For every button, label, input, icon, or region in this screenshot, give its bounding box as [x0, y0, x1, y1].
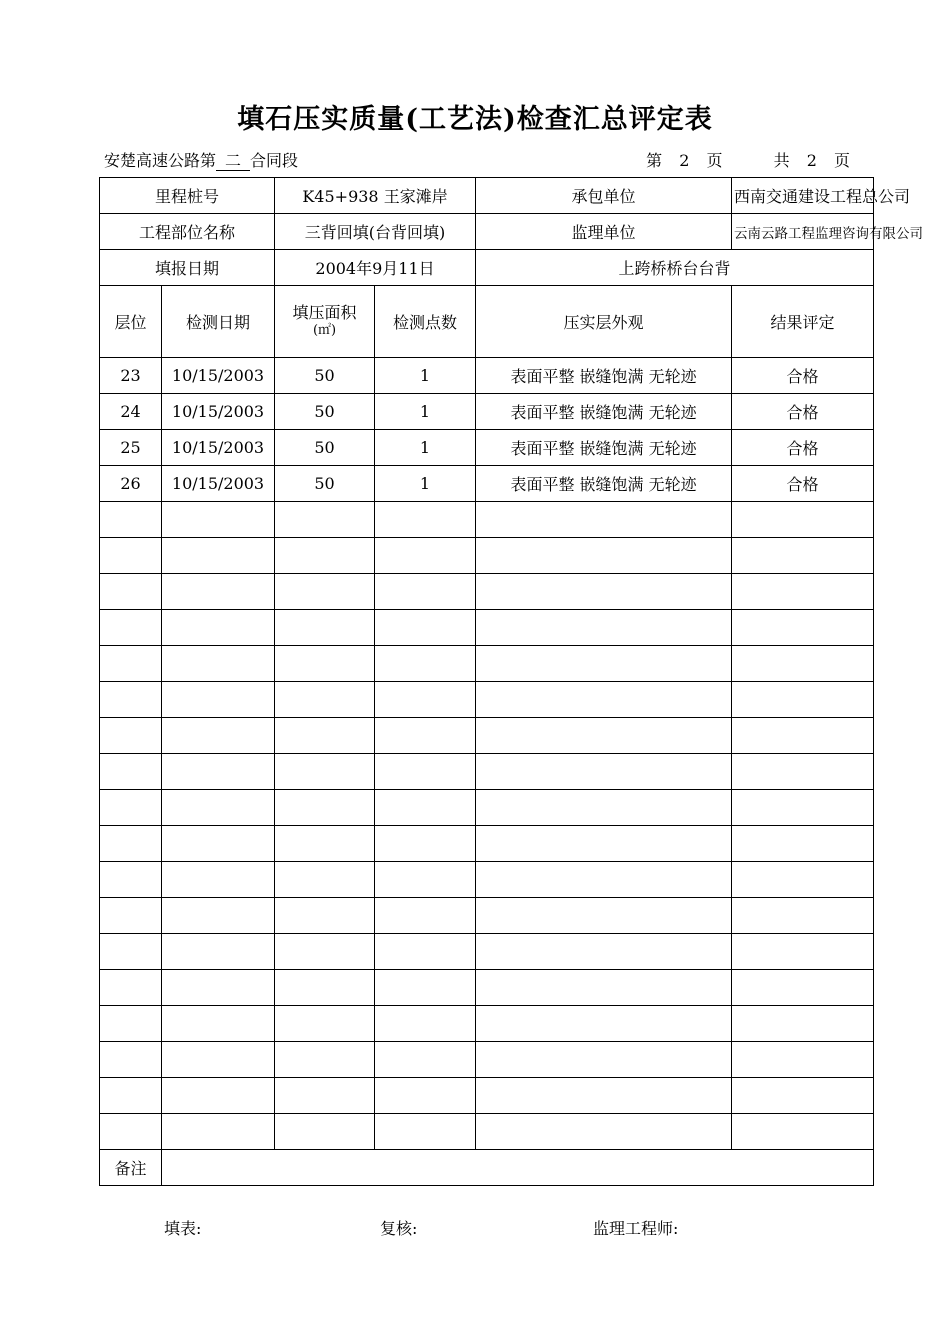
empty-cell: [375, 862, 476, 898]
empty-cell: [162, 790, 275, 826]
page-indicator: [636, 148, 850, 171]
cell-appearance: 表面平整 嵌缝饱满 无轮迹: [476, 394, 732, 430]
project-suffix: 合同段: [250, 151, 299, 170]
empty-row: [100, 718, 874, 754]
empty-cell: [100, 862, 162, 898]
empty-cell: [375, 1042, 476, 1078]
empty-cell: [275, 682, 375, 718]
empty-cell: [275, 898, 375, 934]
empty-cell: [732, 574, 874, 610]
empty-cell: [275, 1006, 375, 1042]
info-row-station: [100, 178, 874, 214]
empty-cell: [100, 898, 162, 934]
remarks-value: [162, 1150, 874, 1186]
col-points: 检测点数: [375, 286, 476, 358]
header-line: [104, 148, 874, 172]
cell-layer: 25: [100, 430, 162, 466]
empty-cell: [476, 718, 732, 754]
cell-result: 合格: [732, 394, 874, 430]
total-label-1: 共: [773, 151, 790, 170]
empty-cell: [375, 682, 476, 718]
cell-area: 50: [275, 466, 375, 502]
empty-cell: [162, 826, 275, 862]
empty-cell: [100, 502, 162, 538]
empty-cell: [732, 934, 874, 970]
empty-cell: [375, 934, 476, 970]
cell-appearance: 表面平整 嵌缝饱满 无轮迹: [476, 430, 732, 466]
remarks-row: [100, 1150, 874, 1186]
column-header-row: [100, 286, 874, 358]
empty-cell: [375, 898, 476, 934]
empty-cell: [162, 646, 275, 682]
empty-cell: [476, 610, 732, 646]
empty-cell: [732, 718, 874, 754]
date-value: 2004年9月11日: [275, 250, 476, 286]
cell-points: 1: [375, 430, 476, 466]
cell-appearance: 表面平整 嵌缝饱满 无轮迹: [476, 466, 732, 502]
empty-cell: [100, 1006, 162, 1042]
cell-result: 合格: [732, 466, 874, 502]
empty-cell: [275, 1042, 375, 1078]
empty-cell: [732, 898, 874, 934]
empty-cell: [732, 610, 874, 646]
empty-cell: [732, 646, 874, 682]
empty-cell: [162, 1042, 275, 1078]
signature-line: [0, 1216, 950, 1240]
empty-cell: [476, 754, 732, 790]
cell-date: 10/15/2003: [162, 394, 275, 430]
part-label: 工程部位名称: [100, 214, 275, 250]
empty-cell: [162, 502, 275, 538]
part-value: 三背回填(台背回填): [275, 214, 476, 250]
empty-cell: [275, 538, 375, 574]
empty-cell: [162, 862, 275, 898]
table-row: [100, 466, 874, 502]
cell-area: 50: [275, 430, 375, 466]
empty-cell: [732, 970, 874, 1006]
empty-row: [100, 754, 874, 790]
cell-layer: 24: [100, 394, 162, 430]
empty-cell: [275, 574, 375, 610]
empty-cell: [100, 1114, 162, 1150]
station-label: 里程桩号: [100, 178, 275, 214]
empty-cell: [375, 574, 476, 610]
empty-cell: [162, 610, 275, 646]
cell-layer: 23: [100, 358, 162, 394]
empty-cell: [476, 790, 732, 826]
empty-cell: [162, 574, 275, 610]
supervisor-value: 云南云路工程监理咨询有限公司: [732, 214, 874, 250]
empty-cell: [275, 646, 375, 682]
empty-cell: [275, 934, 375, 970]
table-row: [100, 430, 874, 466]
empty-cell: [375, 970, 476, 1006]
page-label-2: 页: [706, 151, 723, 170]
reviewed-by-label: 复核:: [380, 1219, 418, 1238]
info-row-part: [100, 214, 874, 250]
empty-cell: [476, 898, 732, 934]
empty-cell: [375, 826, 476, 862]
empty-cell: [275, 862, 375, 898]
empty-cell: [476, 862, 732, 898]
empty-row: [100, 610, 874, 646]
empty-cell: [162, 754, 275, 790]
cell-area: 50: [275, 358, 375, 394]
table-row: [100, 394, 874, 430]
empty-cell: [375, 538, 476, 574]
empty-cell: [275, 790, 375, 826]
empty-row: [100, 826, 874, 862]
empty-cell: [375, 754, 476, 790]
empty-cell: [100, 1042, 162, 1078]
empty-row: [100, 934, 874, 970]
filled-by-label: 填表:: [164, 1219, 202, 1238]
empty-row: [100, 682, 874, 718]
page-title: 填石压实质量(工艺法)检查汇总评定表: [237, 104, 713, 135]
empty-row: [100, 1114, 874, 1150]
empty-cell: [162, 970, 275, 1006]
empty-cell: [732, 538, 874, 574]
empty-cell: [162, 538, 275, 574]
empty-cell: [162, 898, 275, 934]
col-area-unit: (㎡): [312, 322, 337, 338]
empty-cell: [275, 1078, 375, 1114]
empty-cell: [100, 682, 162, 718]
empty-row: [100, 970, 874, 1006]
cell-appearance: 表面平整 嵌缝饱满 无轮迹: [476, 358, 732, 394]
cell-points: 1: [375, 394, 476, 430]
empty-cell: [100, 538, 162, 574]
empty-cell: [375, 1078, 476, 1114]
cell-area: 50: [275, 394, 375, 430]
empty-cell: [476, 970, 732, 1006]
empty-cell: [732, 502, 874, 538]
empty-cell: [275, 718, 375, 754]
page-label-1: 第: [646, 151, 663, 170]
cell-layer: 26: [100, 466, 162, 502]
empty-row: [100, 502, 874, 538]
empty-cell: [375, 502, 476, 538]
info-row-date: [100, 250, 874, 286]
empty-cell: [476, 1042, 732, 1078]
empty-cell: [100, 934, 162, 970]
empty-cell: [476, 1078, 732, 1114]
empty-cell: [162, 1006, 275, 1042]
empty-cell: [100, 790, 162, 826]
empty-cell: [476, 538, 732, 574]
empty-cell: [162, 682, 275, 718]
empty-cell: [100, 574, 162, 610]
empty-cell: [732, 1042, 874, 1078]
empty-cell: [162, 718, 275, 754]
empty-row: [100, 646, 874, 682]
empty-cell: [476, 934, 732, 970]
empty-cell: [100, 646, 162, 682]
col-area: [275, 286, 375, 358]
empty-cell: [732, 1114, 874, 1150]
empty-row: [100, 862, 874, 898]
cell-result: 合格: [732, 358, 874, 394]
cell-result: 合格: [732, 430, 874, 466]
supervisor-label: 监理单位: [476, 214, 732, 250]
empty-cell: [375, 646, 476, 682]
cell-date: 10/15/2003: [162, 466, 275, 502]
empty-row: [100, 790, 874, 826]
empty-row: [100, 574, 874, 610]
empty-cell: [162, 934, 275, 970]
empty-cell: [275, 754, 375, 790]
empty-cell: [100, 970, 162, 1006]
cell-date: 10/15/2003: [162, 430, 275, 466]
empty-row: [100, 1042, 874, 1078]
empty-cell: [375, 610, 476, 646]
empty-cell: [476, 682, 732, 718]
col-result: 结果评定: [732, 286, 874, 358]
inspection-table: [99, 177, 924, 1186]
cell-points: 1: [375, 358, 476, 394]
empty-cell: [732, 754, 874, 790]
empty-cell: [732, 826, 874, 862]
empty-cell: [275, 970, 375, 1006]
empty-cell: [732, 1078, 874, 1114]
empty-cell: [100, 718, 162, 754]
empty-row: [100, 1006, 874, 1042]
empty-cell: [732, 862, 874, 898]
empty-cell: [476, 646, 732, 682]
empty-cell: [275, 502, 375, 538]
empty-cell: [375, 790, 476, 826]
cell-date: 10/15/2003: [162, 358, 275, 394]
contractor-label: 承包单位: [476, 178, 732, 214]
table-row: [100, 358, 874, 394]
empty-cell: [375, 718, 476, 754]
empty-cell: [100, 1078, 162, 1114]
section-number: 二: [216, 152, 250, 171]
empty-cell: [732, 682, 874, 718]
empty-cell: [375, 1006, 476, 1042]
empty-cell: [100, 754, 162, 790]
empty-cell: [162, 1078, 275, 1114]
empty-cell: [476, 826, 732, 862]
project-name: [104, 148, 298, 171]
page-total: 2: [806, 151, 817, 170]
empty-cell: [100, 826, 162, 862]
col-area-label: 填压面积: [292, 302, 357, 322]
location-value: 上跨桥桥台台背: [476, 250, 874, 286]
cell-points: 1: [375, 466, 476, 502]
empty-cell: [275, 826, 375, 862]
empty-cell: [732, 790, 874, 826]
empty-cell: [275, 1114, 375, 1150]
station-value: K45+938 王家滩岸: [275, 178, 476, 214]
empty-cell: [476, 502, 732, 538]
col-layer: 层位: [100, 286, 162, 358]
empty-cell: [162, 1114, 275, 1150]
engineer-label: 监理工程师:: [593, 1219, 679, 1238]
empty-cell: [476, 1114, 732, 1150]
empty-row: [100, 898, 874, 934]
page-current: 2: [679, 151, 690, 170]
empty-row: [100, 538, 874, 574]
empty-cell: [476, 1006, 732, 1042]
date-label: 填报日期: [100, 250, 275, 286]
empty-row: [100, 1078, 874, 1114]
col-date: 检测日期: [162, 286, 275, 358]
project-prefix: 安楚高速公路第: [104, 151, 217, 170]
remarks-label: 备注: [100, 1150, 162, 1186]
empty-cell: [375, 1114, 476, 1150]
col-appearance: 压实层外观: [476, 286, 732, 358]
empty-cell: [732, 1006, 874, 1042]
empty-cell: [275, 610, 375, 646]
empty-cell: [476, 574, 732, 610]
contractor-value: 西南交通建设工程总公司: [732, 178, 874, 214]
total-label-2: 页: [833, 151, 850, 170]
empty-cell: [100, 610, 162, 646]
